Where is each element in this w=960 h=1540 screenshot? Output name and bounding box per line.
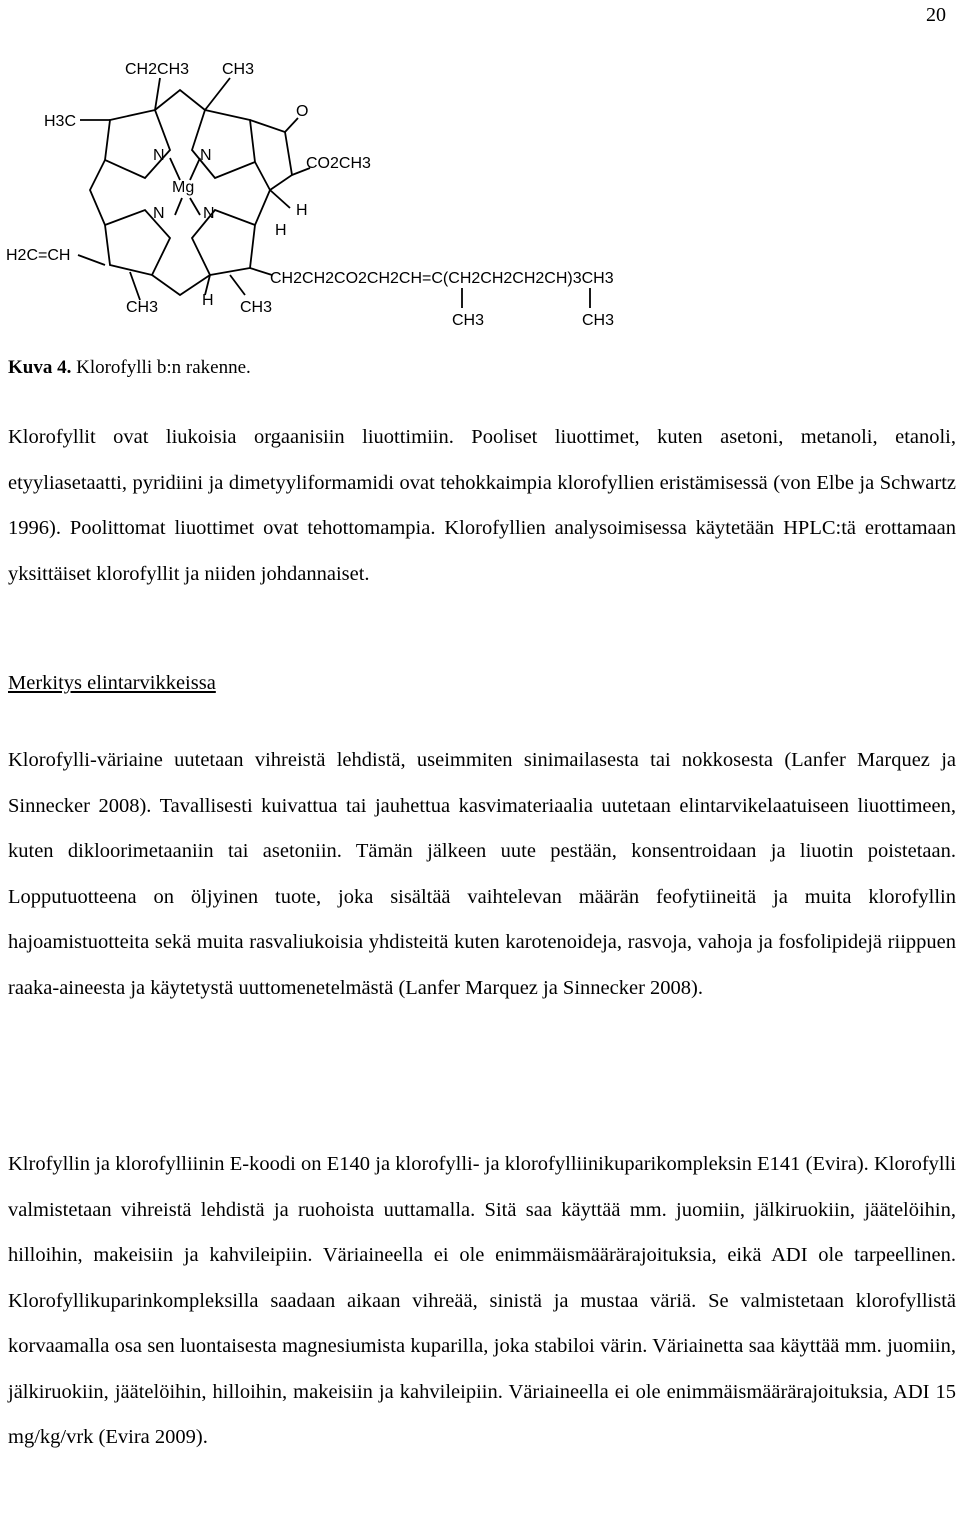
structure-diagram xyxy=(0,50,680,340)
paragraph-e-codes: Klrofyllin ja klorofylliinin E-koodi on E140 ja klorofylli- ja klorofylliinikuparikompleksin E141 (Evira). Klorofylli valmistetaan vihreistä lehdistä ja ruohoista uuttamalla. Sitä saa käyttää mm. juomiin, jälkiruokiin, jäätelöihin, hilloihin, makeisiin ja kahvileipiin. Väriaineella ei ole enimmäismäärärajoituksia, eikä ADI ole tarpeellinen. Klorofyllikuparinkompleksilla saadaan aikaan vihreää, sinistä ja mustaa väriä. Se valmistetaan klorofyllistä korvaamalla osa sen luontaisesta magnesiumista kuparilla, joka stabiloi värin. Väriainetta saa käyttää mm. juomiin, jälkiruokiin, jäätelöihin, hilloihin, makeisiin ja kahvileipiin. Väriaineella ei ole enimmäismäärärajoituksia, ADI 15 mg/kg/vrk (Evira 2009). xyxy=(8,1153,956,1448)
hydrogen-3: H xyxy=(202,292,214,309)
mg-atom: Mg xyxy=(172,179,195,196)
paragraph-solvents: Klorofyllit ovat liukoisia orgaanisiin liuottimiin. Pooliset liuottimet, kuten asetoni, metanoli, etanoli, etyyliasetaatti, pyridiini ja dimetyyliformamidi ovat tehokkaimpia klorofyllien eristämisessä (von Elbe ja Schwartz 1996). Poolittomat liuottimet ovat tehottomampia. Klorofyllien analysoimisessa käytetään HPLC:tä erottamaan yksittäiset klorofyllit ja niiden johdannaiset. xyxy=(8,426,956,585)
ketone-oxygen: O xyxy=(296,103,309,120)
n-atom-4: N xyxy=(203,205,215,222)
vinyl-group: H2C=CH xyxy=(6,247,71,264)
paragraph-extraction: Klorofylli-väriaine uutetaan vihreistä lehdistä, useimmiten sinimailasesta tai nokkosesta (Lanfer Marquez ja Sinnecker 2008). Tavallisesti kuivattua tai jauhettua kasvimateriaalia uutetaan elintarvikelaatuiseen liuottimeen, kuten dikloorimetaaniin tai asetoniin. Tämän jälkeen uute pestään, konsentroidaan ja liuotin poistetaan. Lopputuotteena on öljyinen tuote, joka sisältää vaihtelevan määrän feofytiineitä ja muita klorofyllin hajoamistuotteita sekä muita rasvaliukoisia yhdisteitä kuten karotenoideja, rasvoja, vahoja ja fosfolipidejä riippuen raaka-aineesta ja käytetystä uuttomenetelmästä (Lanfer Marquez ja Sinnecker 2008). xyxy=(8,749,956,999)
ethyl-group: CH2CH3 xyxy=(125,61,190,78)
caption-text: Klorofylli b:n rakenne. xyxy=(76,357,251,378)
ester-group: CO2CH3 xyxy=(306,155,371,172)
phytyl-chain: CH2CH2CO2CH2CH=C(CH2CH2CH2CH)3CH3 xyxy=(270,270,614,287)
methyl-group-bottom-2: CH3 xyxy=(240,299,273,316)
atom-labels xyxy=(6,61,614,329)
page-number: 20 xyxy=(926,4,946,26)
hydrogen-1: H xyxy=(296,202,308,219)
methyl-group-top: CH3 xyxy=(222,61,255,78)
branch-methyl-2: CH3 xyxy=(582,312,615,329)
methyl-group-left: H3C xyxy=(44,113,77,130)
figure-caption xyxy=(8,357,251,379)
section-heading: Merkitys elintarvikkeissa xyxy=(8,672,216,694)
branch-methyl-1: CH3 xyxy=(452,312,485,329)
hydrogen-2: H xyxy=(275,222,287,239)
n-atom-3: N xyxy=(153,205,165,222)
caption-label: Kuva 4. xyxy=(8,357,72,378)
methyl-group-bottom: CH3 xyxy=(126,299,159,316)
n-atom-2: N xyxy=(200,147,212,164)
chlorophyll-b-structure xyxy=(0,50,680,340)
n-atom-1: N xyxy=(153,147,165,164)
